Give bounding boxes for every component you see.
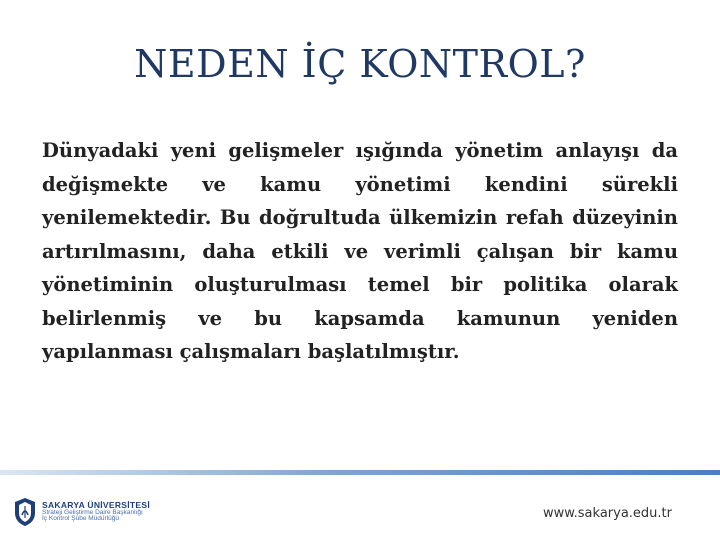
- body-paragraph: Dünyadaki yeni gelişmeler ışığında yönetim anlayışı da değişmekte ve kamu yönetimi kendini sürekli yenilemektedir. Bu doğrultuda ülkemizin refah düzeyinin artırılmasını, daha etkili ve verimli çalışan bir kamu yönetiminin oluşturulması temel bir politika olarak belirlenmiş ve bu kapsamda kamunun yeniden yapılanması çalışmaları başlatılmıştır.: [42, 139, 678, 363]
- footer-divider: [0, 470, 720, 475]
- university-emblem-icon: [14, 497, 36, 527]
- university-logo: [14, 494, 150, 530]
- page-title: NEDEN İÇ KONTROL?: [134, 42, 586, 86]
- logo-university-name: SAKARYA ÜNİVERSİTESİ: [42, 499, 151, 510]
- footer-url: www.sakarya.edu.tr: [542, 506, 672, 521]
- logo-department: Strateji Geliştirme Daire Başkanlığı: [42, 508, 143, 516]
- logo-unit: İç Kontrol Şube Müdürlüğü: [42, 515, 119, 523]
